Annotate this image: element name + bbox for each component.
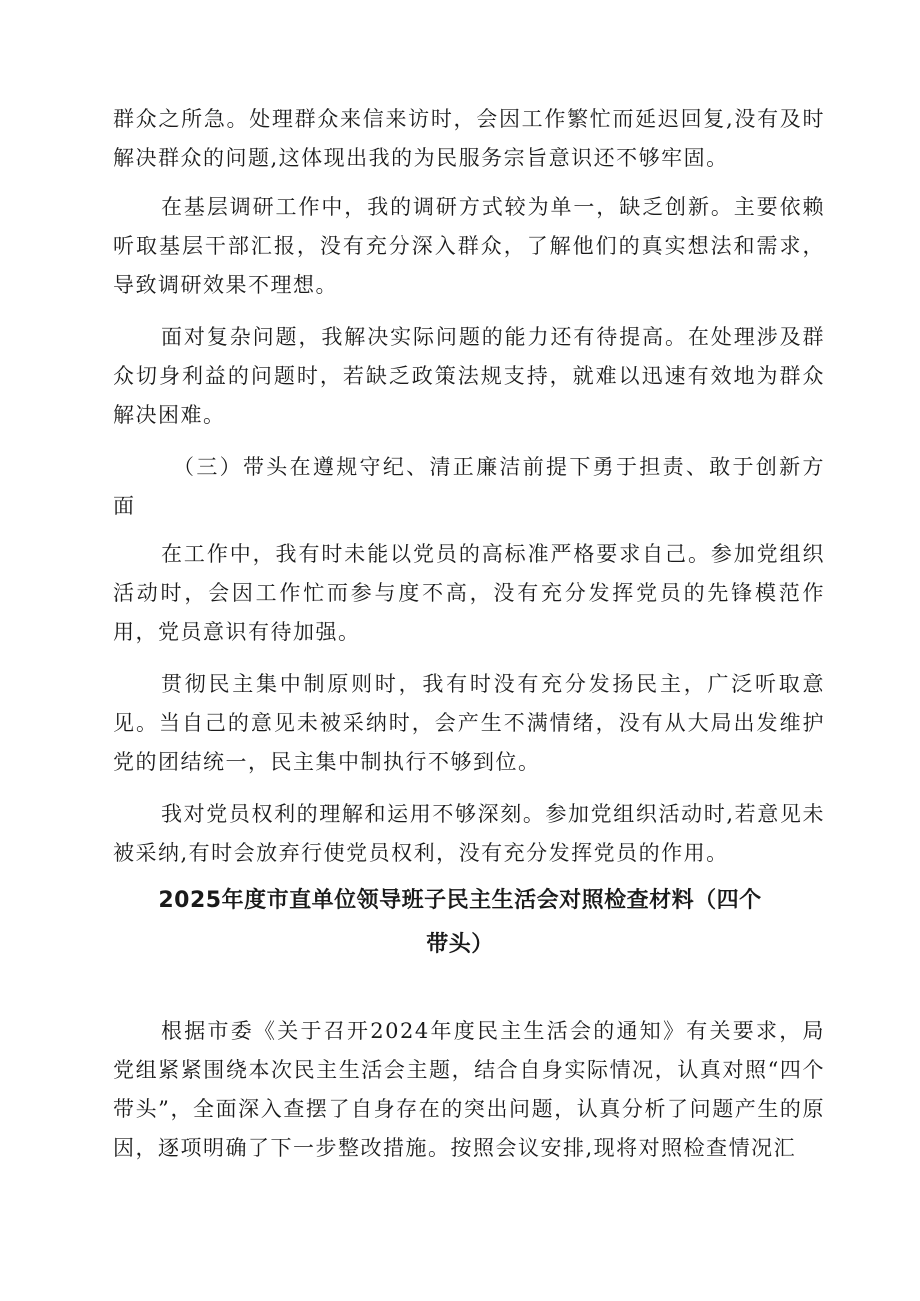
paragraph-democratic-centralism: 贯彻民主集中制原则时，我有时没有充分发扬民主，广泛听取意见。当自己的意见未被采纳时，会产生不满情绪，没有从大局出发维护党的团结统一，民主集中制执行不够到位。 <box>113 672 825 774</box>
paragraph-service-awareness: 群众之所急。处理群众来信来访时，会因工作繁忙而延迟回复,没有及时解决群众的问题,这体现出我的为民服务宗旨意识还不够牢固。 <box>113 107 825 170</box>
section-heading-three: （三）带头在遵规守纪、清正廉洁前提下勇于担责、敢于创新方面 <box>113 455 825 518</box>
paragraph-party-member-standards: 在工作中，我有时未能以党员的高标准严格要求自己。参加党组织活动时，会因工作忙而参与度不高，没有充分发挥党员的先锋模范作用，党员意识有待加强。 <box>113 542 825 644</box>
paragraph-member-rights: 我对党员权利的理解和运用不够深刻。参加党组织活动时,若意见未被采纳,有时会放弃行使党员权利，没有充分发挥党员的作用。 <box>113 802 825 865</box>
paragraph-grassroots-research: 在基层调研工作中，我的调研方式较为单一，缺乏创新。主要依赖听取基层干部汇报，没有充分深入群众，了解他们的真实想法和需求，导致调研效果不理想。 <box>113 195 825 297</box>
document-title-line-1: 2025年度市直单位领导班子民主生活会对照检查材料（四个 <box>158 888 762 913</box>
paragraph-introduction: 根据市委《关于召开2024年度民主生活会的通知》有关要求，局党组紧紧围绕本次民主生活会主题，结合自身实际情况，认真对照“四个带头”，全面深入查摆了自身存在的突出问题，认真分析了问题产生的原因，逐项明确了下一步整改措施。按照会议安排,现将对照检查情况汇 <box>113 1019 825 1160</box>
paragraph-problem-solving: 面对复杂问题，我解决实际问题的能力还有待提高。在处理涉及群众切身利益的问题时，若缺乏政策法规支持，就难以迅速有效地为群众解决困难。 <box>113 325 825 427</box>
document-title-line-2: 带头） <box>426 932 494 957</box>
